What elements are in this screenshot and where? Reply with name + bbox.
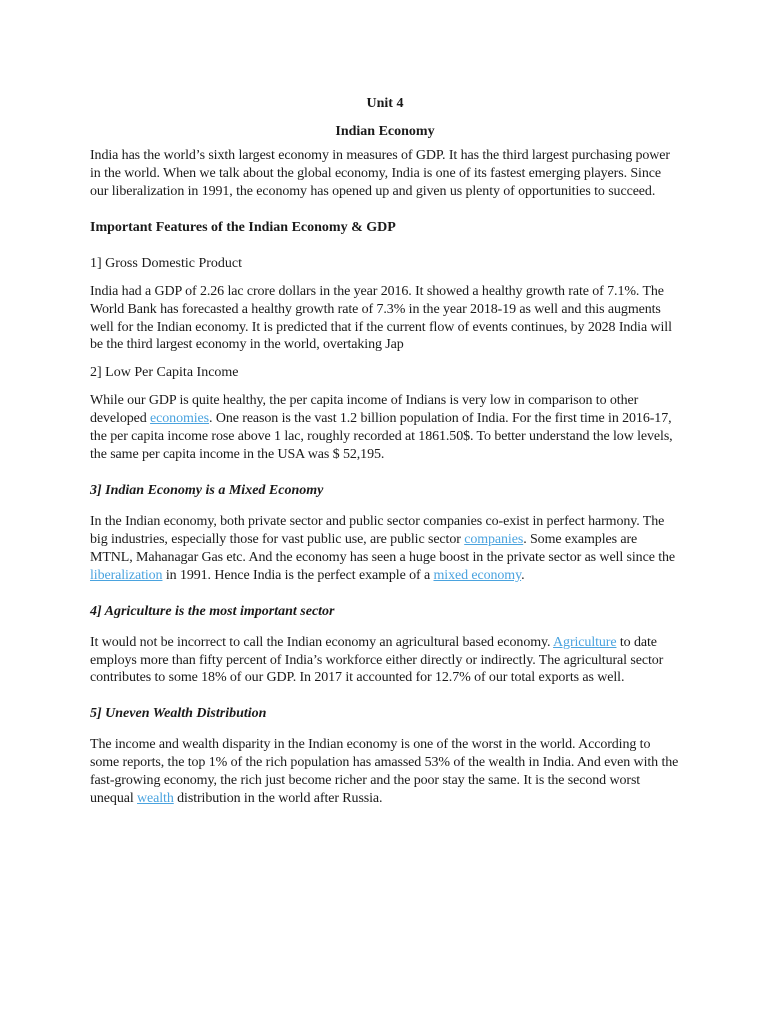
section-4-heading: 4] Agriculture is the most important sector [90, 603, 335, 619]
agriculture-link[interactable]: Agriculture [553, 634, 617, 650]
economies-link[interactable]: economies [150, 411, 210, 427]
section-2-body [90, 392, 680, 464]
intro-paragraph: India has the world’s sixth largest economy in measures of GDP. It has the third largest purchasing power in the world. When we talk about the global economy, India is one of its fastest emerging players. Since our liberalization in 1991, the economy has opened up and given us plenty of opportunities to succeed. [90, 148, 670, 199]
section-3-text-d: . [521, 567, 525, 583]
document-title: Indian Economy [335, 124, 435, 139]
section-4-text-b: to date employs more than fifty percent of India’s workforce either directly or indirectly. The agricultural sector contributes to some 18% of our GDP. In 2017 it accounted for 12.7% of our total exports as well. [90, 634, 664, 686]
section-5-body [90, 736, 680, 808]
section-2-text-a: While our GDP is quite healthy, the per capita income of Indians is very low in comparison to other developed [90, 393, 639, 427]
wealth-link[interactable]: wealth [137, 791, 174, 807]
section-2-text-b: . One reason is the vast 1.2 billion population of India. For the first time in 2016-17, the per capita income rose above 1 lac, roughly recorded at 1861.50$. To better understand the low levels, the same per capita income in the USA was $ 52,195. [90, 411, 673, 463]
section-3-text-b: . Some examples are MTNL, Mahanagar Gas etc. And the economy has seen a huge boost in the private sector as well since the [90, 531, 676, 565]
section-1-body: India had a GDP of 2.26 lac crore dollars in the year 2016. It showed a healthy growth rate of 7.1%. The World Bank has forecasted a healthy growth rate of 7.3% in the year 2018-19 as well and this augments well for the Indian economy. It is predicted that if the current flow of events continues, by 2028 India will be the third largest economy in the world, overtaking Jap [90, 283, 672, 353]
section-3-text-a: In the Indian economy, both private sector and public sector companies co-exist in perfect harmony. The big industries, especially those for vast public use, are public sector [90, 513, 665, 547]
features-heading: Important Features of the Indian Economy & GDP [90, 219, 396, 235]
unit-label: Unit 4 [366, 96, 404, 111]
mixed-economy-link[interactable]: mixed economy [433, 567, 522, 583]
section-5-heading: 5] Uneven Wealth Distribution [90, 706, 267, 722]
section-2-heading: 2] Low Per Capita Income [90, 365, 239, 381]
section-5-text-a: The income and wealth disparity in the Indian economy is one of the worst in the world. According to some reports, the top 1% of the rich population has amassed 53% of the wealth in India. And even with the fast-growing economy, the rich just become richer and the poor stay the same. It is the second worst unequal [90, 737, 679, 807]
section-3-text-c: in 1991. Hence India is the perfect example of a [162, 567, 434, 583]
section-5-text-b: distribution in the world after Russia. [173, 791, 383, 807]
section-1-heading: 1] Gross Domestic Product [90, 255, 243, 271]
companies-link[interactable]: companies [464, 531, 524, 547]
section-4-text-a: It would not be incorrect to call the Indian economy an agricultural based economy. [90, 634, 554, 650]
section-4-body [90, 634, 680, 688]
section-3-body [90, 513, 680, 585]
section-3-heading: 3] Indian Economy is a Mixed Economy [90, 482, 324, 498]
liberalization-link[interactable]: liberalization [90, 567, 163, 583]
